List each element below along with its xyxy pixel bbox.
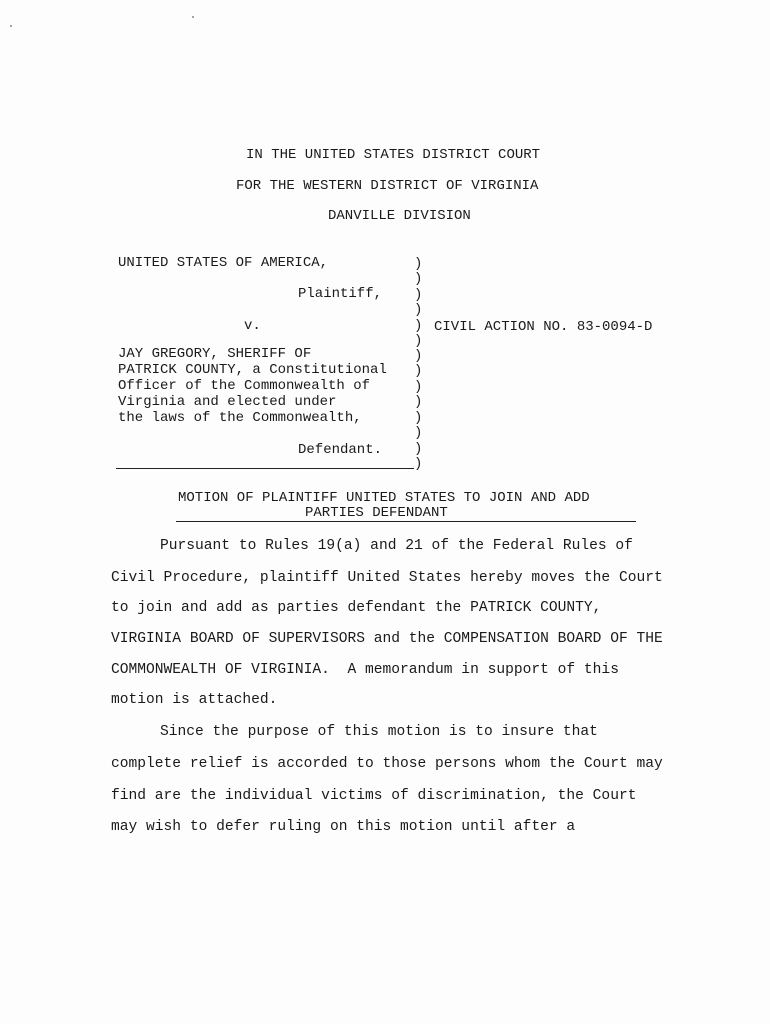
scan-speck (10, 25, 12, 27)
body-line: may wish to defer ruling on this motion until after a (111, 819, 576, 835)
plaintiff-label: Plaintiff, (298, 286, 383, 302)
caption-paren: ) (414, 256, 423, 272)
body-line: to join and add as parties defendant the PATRICK COUNTY, (111, 600, 602, 616)
body-line: complete relief is accorded to those persons whom the Court may (111, 756, 663, 772)
caption-paren: ) (414, 318, 423, 334)
caption-paren: ) (414, 425, 423, 441)
caption-paren: ) (414, 333, 423, 349)
caption-paren: ) (414, 456, 423, 472)
body-line: Since the purpose of this motion is to insure that (160, 724, 598, 740)
body-line: motion is attached. (111, 692, 278, 708)
scan-speck (192, 16, 194, 18)
body-line: Civil Procedure, plaintiff United States hereby moves the Court (111, 570, 663, 586)
court-heading-line-1: IN THE UNITED STATES DISTRICT COURT (246, 147, 541, 163)
plaintiff-name: UNITED STATES OF AMERICA, (118, 255, 329, 271)
caption-paren: ) (414, 348, 423, 364)
caption-paren: ) (414, 287, 423, 303)
body-line: COMMONWEALTH OF VIRGINIA. A memorandum in support of this (111, 662, 619, 678)
defendant-line-2: PATRICK COUNTY, a Constitutional (118, 362, 387, 378)
court-heading-line-2: FOR THE WESTERN DISTRICT OF VIRGINIA (236, 178, 539, 194)
caption-paren: ) (414, 441, 423, 457)
caption-paren: ) (414, 379, 423, 395)
caption-paren: ) (414, 271, 423, 287)
motion-title-line-2: PARTIES DEFENDANT (305, 505, 448, 521)
caption-paren: ) (414, 363, 423, 379)
caption-paren: ) (414, 410, 423, 426)
body-line: Pursuant to Rules 19(a) and 21 of the Federal Rules of (160, 538, 633, 554)
defendant-line-4: Virginia and elected under (118, 394, 337, 410)
caption-paren: ) (414, 394, 423, 410)
defendant-label: Defendant. (298, 442, 383, 458)
caption-paren: ) (414, 302, 423, 318)
caption-underline (116, 468, 414, 469)
defendant-line-3: Officer of the Commonwealth of (118, 378, 371, 394)
motion-title-underline (176, 521, 636, 522)
motion-title-line-1: MOTION OF PLAINTIFF UNITED STATES TO JOIN AND ADD (178, 490, 590, 506)
body-line: VIRGINIA BOARD OF SUPERVISORS and the COMPENSATION BOARD OF THE (111, 631, 663, 647)
defendant-line-5: the laws of the Commonwealth, (118, 410, 362, 426)
body-line: find are the individual victims of discrimination, the Court (111, 788, 637, 804)
case-number: CIVIL ACTION NO. 83-0094-D (434, 319, 653, 335)
versus-label: v. (244, 318, 261, 334)
court-heading-line-3: DANVILLE DIVISION (328, 208, 471, 224)
defendant-line-1: JAY GREGORY, SHERIFF OF (118, 346, 312, 362)
